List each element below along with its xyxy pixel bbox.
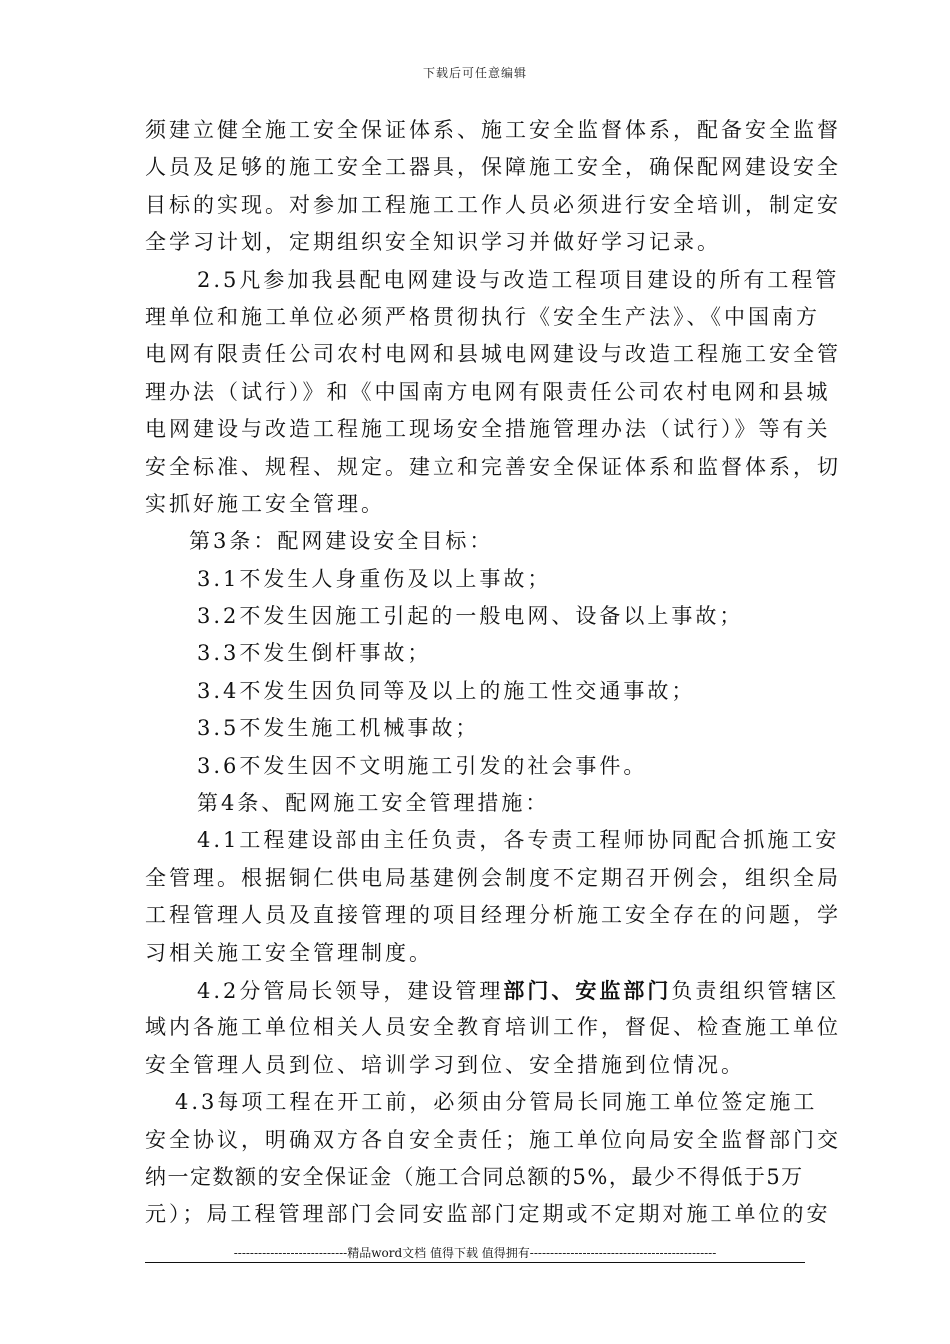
text-line-content: 目标的实现。对参加工程施工工作人员必须进行安全培训，制定安 bbox=[145, 192, 841, 217]
bold-emphasis-text: 部门、安监部门 bbox=[503, 977, 672, 1003]
text-line-content: 纳一定数额的安全保证金（施工合同总额的5%，最少不得低于5万 bbox=[145, 1164, 804, 1189]
text-line bbox=[145, 523, 805, 560]
text-line bbox=[145, 748, 805, 785]
text-line bbox=[145, 635, 805, 672]
text-line bbox=[145, 1196, 831, 1233]
text-line bbox=[145, 449, 841, 486]
text-line bbox=[145, 1047, 805, 1084]
text-line-content: 人员及足够的施工安全工器具，保障施工安全，确保配网建设安全 bbox=[145, 155, 841, 180]
text-line-content: 3.1不发生人身重伤及以上事故； bbox=[197, 566, 552, 591]
text-line-content: 全管理。根据铜仁供电局基建例会制度不定期召开例会，组织全局 bbox=[145, 865, 841, 890]
text-line-content: 理单位和施工单位必须严格贯彻执行《安全生产法》、《中国南方 bbox=[145, 304, 820, 329]
footer-divider bbox=[145, 1262, 805, 1263]
text-line-content: 3.2不发生因施工引起的一般电网、设备以上事故； bbox=[197, 604, 744, 629]
text-line-content: 2.5凡参加我县配电网建设与改造工程项目建设的所有工程管 bbox=[197, 267, 840, 292]
text-line-content: 第4条、配网施工安全管理措施： bbox=[197, 791, 550, 816]
text-line-content: 实抓好施工安全管理。 bbox=[145, 491, 385, 516]
text-line-content: 3.4不发生因负同等及以上的施工性交通事故； bbox=[197, 678, 696, 703]
page-footer-text: ----------------------------精品word文档 值得下载 值得拥有---------------------------------------------- bbox=[233, 1246, 717, 1260]
text-line-content: 安全标准、规程、规定。建立和完善安全保证体系和监督体系，切 bbox=[145, 454, 841, 479]
text-line bbox=[145, 411, 831, 448]
text-line bbox=[145, 972, 840, 1009]
text-line-content: 4.1工程建设部由主任负责，各专责工程师协同配合抓施工安 bbox=[197, 828, 840, 853]
text-line-content: 3.3不发生倒杆事故； bbox=[197, 641, 432, 666]
text-line-content: 安全管理人员到位、培训学习到位、安全措施到位情况。 bbox=[145, 1052, 745, 1077]
text-line bbox=[145, 1009, 841, 1046]
text-line-content: 工程管理人员及直接管理的项目经理分析施工安全存在的问题，学 bbox=[145, 903, 841, 928]
text-line bbox=[145, 486, 805, 523]
text-line-content: 电网有限责任公司农村电网和县城电网建设与改造工程施工安全管 bbox=[145, 342, 841, 367]
text-line bbox=[145, 897, 841, 934]
text-line bbox=[145, 561, 805, 598]
document-body bbox=[145, 112, 841, 1234]
text-line bbox=[145, 935, 805, 972]
text-line bbox=[145, 860, 841, 897]
text-line-content: 4.3每项工程在开工前，必须由分管局长同施工单位签定施工 bbox=[175, 1090, 818, 1115]
text-line bbox=[145, 224, 805, 261]
text-line bbox=[145, 262, 840, 299]
text-line bbox=[145, 299, 820, 336]
text-line bbox=[145, 187, 841, 224]
text-line bbox=[145, 1122, 841, 1159]
text-line bbox=[145, 149, 841, 186]
text-line-content: 全学习计划，定期组织安全知识学习并做好学习记录。 bbox=[145, 230, 721, 255]
text-line-content: 元）；局工程管理部门会同安监部门定期或不定期对施工单位的安 bbox=[145, 1202, 831, 1227]
text-line bbox=[145, 598, 805, 635]
page-header-note: 下载后可任意编辑 bbox=[422, 66, 527, 80]
text-line bbox=[145, 1084, 818, 1121]
text-line bbox=[145, 1159, 805, 1196]
text-line bbox=[145, 822, 840, 859]
text-line-content: 理办法（试行）》和《中国南方电网有限责任公司农村电网和县城 bbox=[145, 379, 831, 404]
text-line-content: 3.5不发生施工机械事故； bbox=[197, 716, 480, 741]
text-line-content: 4.2分管局长领导，建设管理 bbox=[197, 978, 504, 1003]
text-line bbox=[145, 785, 805, 822]
text-line-content: 习相关施工安全管理制度。 bbox=[145, 940, 433, 965]
text-line-content: 电网建设与改造工程施工现场安全措施管理办法（试行）》等有关 bbox=[145, 417, 831, 442]
text-line bbox=[145, 112, 841, 149]
text-line-continuation: 负责组织管辖区 bbox=[671, 978, 840, 1003]
text-line bbox=[145, 336, 841, 373]
text-line-content: 安全协议，明确双方各自安全责任；施工单位向局安全监督部门交 bbox=[145, 1127, 841, 1152]
text-line-content: 域内各施工单位相关人员安全教育培训工作，督促、检查施工单位 bbox=[145, 1015, 841, 1040]
text-line bbox=[145, 374, 831, 411]
text-line-content: 3.6不发生因不文明施工引发的社会事件。 bbox=[197, 753, 648, 778]
text-line bbox=[145, 710, 805, 747]
text-line-content: 第3条：配网建设安全目标： bbox=[189, 529, 494, 554]
text-line-content: 须建立健全施工安全保证体系、施工安全监督体系，配备安全监督 bbox=[145, 118, 841, 142]
text-line bbox=[145, 673, 805, 710]
